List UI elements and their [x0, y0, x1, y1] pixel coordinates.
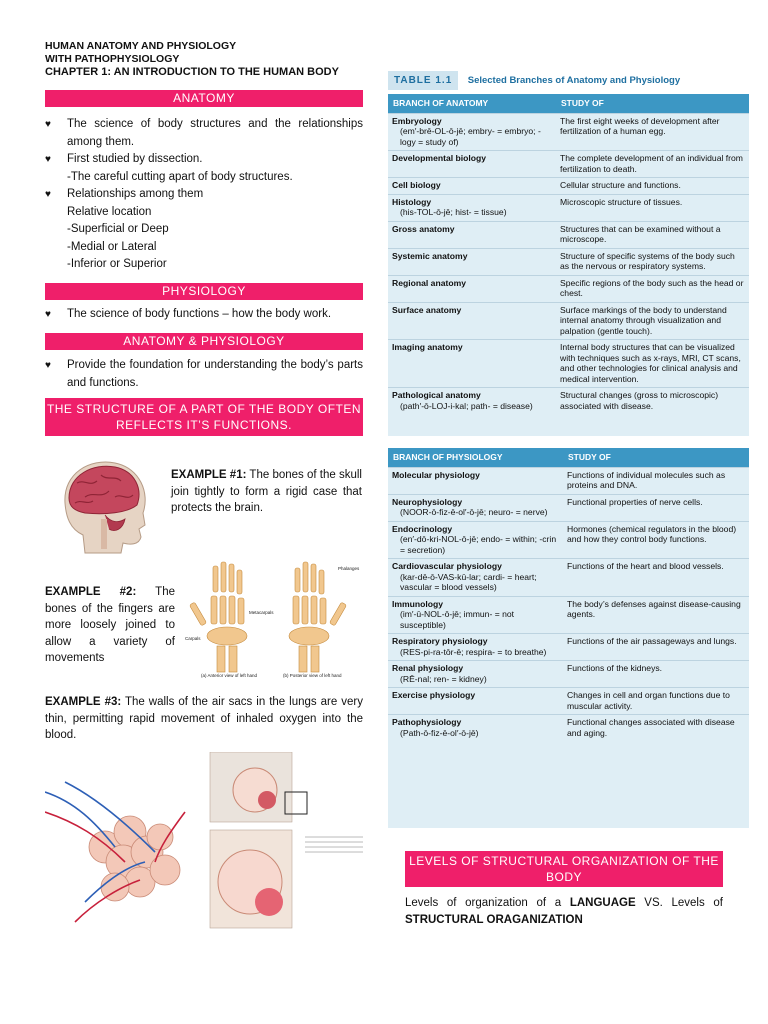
levels-text: Levels of organization of a LANGUAGE VS. Levels of STRUCTURAL ORAGANIZATION — [405, 897, 723, 926]
hand-bones-illustration — [183, 556, 363, 678]
table-row: Renal physiology (RĒ-nal; ren- = kidney) Functions of the kidneys. — [388, 661, 749, 688]
table-title: Selected Branches of Anatomy and Physiology — [467, 75, 681, 86]
anatomy-physiology-heading: ANATOMY & PHYSIOLOGY — [45, 333, 363, 350]
table-row: Pathological anatomy (path′-ō-LOJ-i-kal; path- = disease) Structural changes (gross to microscopic) associated with disease. — [388, 388, 749, 415]
course-subtitle: WITH PATHOPHYSIOLOGY — [45, 53, 180, 65]
anterior-view-caption: (a) Anterior view of left hand — [201, 673, 258, 678]
list-item: ♥ The science of body functions – how the body work. — [45, 306, 363, 324]
list-subitem: -Superficial or Deep — [67, 223, 169, 235]
table-row: Immunology (im′-ū-NOL-ō-jē; immun- = not susceptible) The body’s defenses against disease-causing agents. — [388, 596, 749, 634]
example-3-label: EXAMPLE #3: — [45, 696, 122, 708]
table-row: Neurophysiology (NOOR-ō-fiz-ē-ol′-ō-jē; neuro- = nerve) Functional properties of nerve cells. — [388, 494, 749, 521]
heart-icon: ♥ — [45, 119, 51, 130]
heart-icon: ♥ — [45, 189, 51, 200]
document-header — [45, 40, 339, 79]
table-row: Surface anatomy Surface markings of the body to understand internal anatomy through visualization and palpation (gentle touch). — [388, 302, 749, 340]
table-row: Imaging anatomy Internal body structures that can be visualized with techniques such as x-rays, MRI, CT scans, and other technologies for clinical analysis and medical intervention. — [388, 340, 749, 388]
physiology-table — [388, 448, 749, 741]
list-subitem: Relative location — [67, 205, 152, 218]
levels-heading: LEVELS OF STRUCTURAL ORGANIZATION OF THE BODY — [405, 851, 723, 887]
anatomy-bullets — [45, 116, 363, 274]
list-subitem: -Medial or Lateral — [67, 240, 157, 253]
table-row: Systemic anatomy Structure of specific systems of the body such as the nervous or respiratory systems. — [388, 248, 749, 275]
anatomy-heading: ANATOMY — [45, 90, 363, 107]
alveoli-illustration — [45, 752, 365, 930]
course-title: HUMAN ANATOMY AND PHYSIOLOGY — [45, 40, 237, 52]
anatomy-physiology-bullets — [45, 357, 363, 392]
list-item: ♥ First studied by dissection. — [45, 151, 363, 169]
table-row: Embryology (em′-brē-OL-ō-jē; embry- = embryo; -logy = study of) The first eight weeks of development after fertilization of a human egg. — [388, 113, 749, 151]
chapter-title: CHAPTER 1: AN INTRODUCTION TO THE HUMAN BODY — [45, 66, 339, 78]
list-item: ♥ Provide the foundation for understanding the body’s parts and functions. — [45, 357, 363, 392]
table-row: Developmental biology The complete development of an individual from fertilization to death. — [388, 151, 749, 178]
physiology-bullets — [45, 306, 363, 324]
column-header: STUDY OF — [563, 448, 749, 467]
example-1-label: EXAMPLE #1: — [171, 469, 247, 481]
list-subitem: -The careful cutting apart of body structures. — [67, 170, 293, 183]
structure-function-banner: THE STRUCTURE OF A PART OF THE BODY OFTEN REFLECTS IT’S FUNCTIONS. — [45, 398, 363, 436]
example-1-text: EXAMPLE #1: The bones of the skull join tightly to form a rigid case that protects the brain. — [171, 469, 362, 514]
table-row: Cardiovascular physiology (kar-dē-ō-VAS-kū-lar; cardi- = heart; vascular = blood vessels) Functions of the heart and blood vessels. — [388, 559, 749, 597]
table-row: Cell biology Cellular structure and functions. — [388, 178, 749, 195]
anatomy-branches-table — [388, 94, 749, 436]
heart-icon: ♥ — [45, 309, 51, 320]
heart-icon: ♥ — [45, 360, 51, 371]
example-2-text: EXAMPLE #2: The bones of the fingers are more loosely joined to allow a variety of movements — [45, 586, 175, 664]
metacarpals-label: Metacarpals — [249, 610, 274, 615]
column-header: STUDY OF — [556, 94, 749, 113]
table-row: Pathophysiology (Path-ō-fiz-ē-ol′-ō-jē) Functional changes associated with disease and aging. — [388, 715, 749, 742]
carpals-label: Carpals — [185, 636, 201, 641]
column-header: BRANCH OF PHYSIOLOGY — [388, 448, 563, 467]
table-row: Endocrinology (en′-dō-kri-NOL-ō-jē; endo- = within; -crin = secretion) Hormones (chemical regulators in the blood) and how they control body functions. — [388, 521, 749, 559]
phalanges-label: Phalanges — [338, 566, 360, 571]
list-subitem: -Inferior or Superior — [67, 258, 167, 270]
example-3-text: EXAMPLE #3: The walls of the air sacs in the lungs are very thin, permitting rapid movement of inhaled oxygen into the blood. — [45, 696, 363, 741]
posterior-view-caption: (b) Posterior view of left hand — [283, 673, 342, 678]
table-row: Molecular physiology Functions of individual molecules such as proteins and DNA. — [388, 467, 749, 494]
list-item: ♥ Relationships among them — [45, 186, 363, 204]
column-header: BRANCH OF ANATOMY — [388, 94, 556, 113]
list-item: ♥ The science of body structures and the relationships among them. — [45, 116, 363, 151]
anatomy-table — [388, 94, 749, 414]
table-row: Exercise physiology Changes in cell and organ functions due to muscular activity. — [388, 688, 749, 715]
table-1-1-caption — [388, 70, 749, 90]
physiology-heading: PHYSIOLOGY — [45, 283, 363, 300]
example-2-label: EXAMPLE #2: — [45, 586, 137, 598]
table-tag: TABLE 1.1 — [388, 71, 458, 90]
table-row: Respiratory physiology (RES-pi-ra-tōr-ē; respira- = to breathe) Functions of the air passageways and lungs. — [388, 634, 749, 661]
table-row: Regional anatomy Specific regions of the body such as the head or chest. — [388, 275, 749, 302]
skull-brain-illustration — [45, 453, 155, 557]
table-row: Histology (his-TOL-ō-jē; hist- = tissue) Microscopic structure of tissues. — [388, 194, 749, 221]
physiology-branches-table — [388, 448, 749, 828]
table-row: Gross anatomy Structures that can be examined without a microscope. — [388, 221, 749, 248]
heart-icon: ♥ — [45, 154, 51, 165]
